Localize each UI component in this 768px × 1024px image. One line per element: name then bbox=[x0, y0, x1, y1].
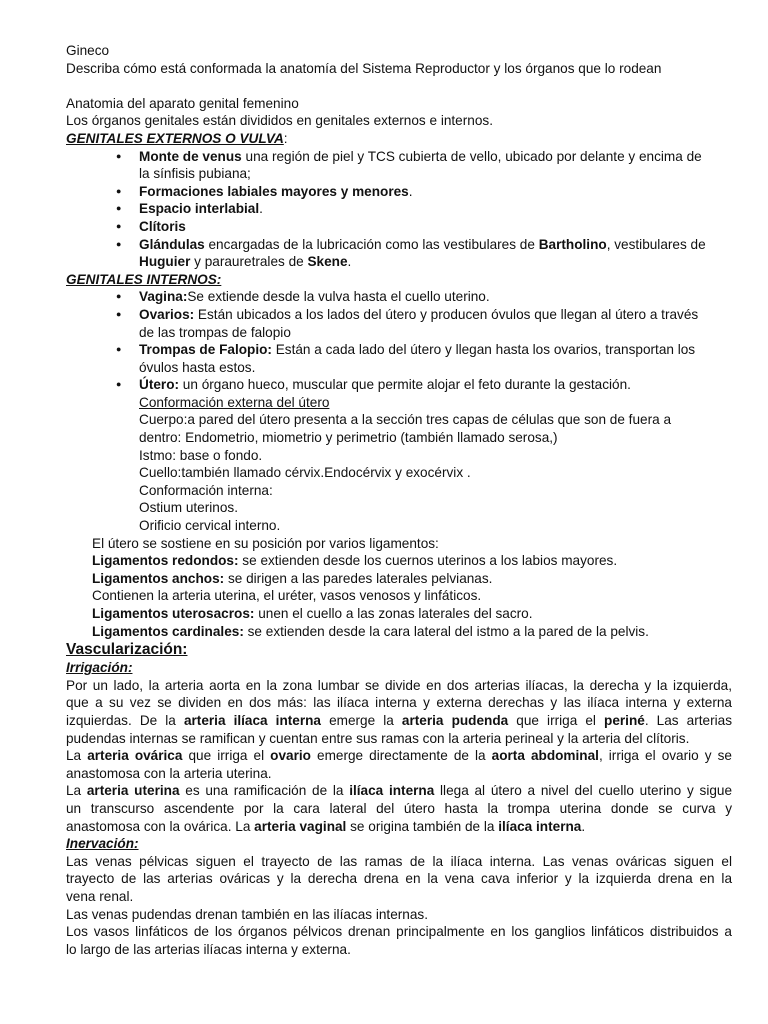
irrigacion-paragraph: La arteria ovárica que irriga el ovario emerge directamente de la aorta abdominal, irriga el ovario y se anastomosa con la arteria uterina. bbox=[66, 748, 732, 781]
irrigacion-paragraph: La arteria uterina es una ramificación de la ilíaca interna llega al útero a nivel del cuello uterino y sigue un transcurso ascendente por la cara lateral del útero hasta la trompa uterina donde se curva y anastomosa con la ovárica. La arteria vaginal se origina también de la ilíaca interna. bbox=[66, 783, 733, 834]
internos-heading: GENITALES INTERNOS: bbox=[66, 271, 222, 287]
vascularizacion-heading: Vascularización: bbox=[66, 641, 188, 659]
blank-line bbox=[66, 77, 732, 95]
ligamento-item: Ligamentos redondos: se extienden desde los cuernos uterinos a los labios mayores. bbox=[92, 553, 618, 569]
list-item: ● Espacio interlabial. bbox=[66, 200, 732, 218]
section-title: Anatomia del aparato genital femenino bbox=[66, 95, 299, 111]
ligamentos-intro: El útero se sostiene en su posición por varios ligamentos: bbox=[92, 535, 439, 551]
list-item: ● Clítoris bbox=[66, 218, 732, 236]
utero-line: Istmo: base o fondo. bbox=[139, 447, 263, 463]
list-item: ● Formaciones labiales mayores y menores. bbox=[66, 183, 732, 201]
list-item: ● Monte de venus una región de piel y TCS cubierta de vello, ubicado por delante y encima de la sínfisis pubiana; bbox=[66, 148, 732, 183]
utero-line: Orificio cervical interno. bbox=[139, 518, 281, 534]
irrigacion-paragraph: Por un lado, la arteria aorta en la zona lumbar se divide en dos arterias ilíacas, la derecha y la izquierda, que a su vez se dividen en dos más: las ilíaca interna y externa derechas y las ilíaca interna y externa izquierdas. De la arteria ilíaca interna emerge la arteria pudenda que irriga el periné. Las arterias pudendas internas se ramifican y cuentan entre sus ramas con la arteria perineal y la arteria del clítoris. bbox=[66, 677, 732, 746]
irrigacion-heading: Irrigación: bbox=[66, 660, 133, 676]
inervacion-paragraph: Los vasos linfáticos de los órganos pélvicos drenan principalmente en los ganglios linfáticos distribuidos a lo largo de las arterias ilíacas interna y externa. bbox=[66, 924, 732, 957]
internos-heading-line bbox=[66, 271, 732, 289]
ligamento-item: Ligamentos cardinales: se extienden desde la cara lateral del istmo a la pared de la pelvis. bbox=[92, 623, 649, 639]
intro-text: Los órganos genitales están divididos en genitales externos e internos. bbox=[66, 113, 493, 129]
utero-line: Cuerpo:a pared del útero presenta a la sección tres capas de células que son de fuera a bbox=[139, 412, 672, 428]
utero-line: Cuello:también llamado cérvix.Endocérvix y exocérvix . bbox=[139, 465, 471, 481]
utero-line: Ostium uterinos. bbox=[139, 500, 238, 516]
externos-heading: GENITALES EXTERNOS O VULVA bbox=[66, 130, 284, 146]
ligamento-item: Contienen la arteria uterina, el uréter, vasos venosos y linfáticos. bbox=[92, 588, 482, 604]
externos-heading-line: GENITALES EXTERNOS O VULVA: bbox=[66, 130, 288, 146]
list-item: ● Útero: un órgano hueco, muscular que permite alojar el feto durante la gestación. bbox=[66, 376, 732, 394]
doc-question: Describa cómo está conformada la anatomía del Sistema Reproductor y los órganos que lo rodean bbox=[66, 60, 662, 76]
list-item: ● Glándulas encargadas de la lubricación como las vestibulares de Bartholino, vestibulares de Huguier y parauretrales de Skene. bbox=[66, 236, 732, 271]
ligamento-item: Ligamentos anchos: se dirigen a las paredes laterales pelvianas. bbox=[92, 570, 493, 586]
inervacion-heading: Inervación: bbox=[66, 836, 139, 852]
doc-title: Gineco bbox=[66, 43, 110, 58]
utero-line: Conformación interna: bbox=[139, 482, 273, 498]
ligamento-item: Ligamentos uterosacros: unen el cuello a las zonas laterales del sacro. bbox=[92, 606, 533, 621]
inervacion-paragraph: Las venas pudendas drenan también en las ilíacas internas. bbox=[66, 906, 428, 922]
utero-subtitle: Conformación externa del útero bbox=[139, 394, 330, 410]
list-item: ● Trompas de Falopio: Están a cada lado del útero y llegan hasta los ovarios, transportan los óvulos hasta estos. bbox=[66, 341, 732, 376]
list-item: ● Ovarios: Están ubicados a los lados del útero y producen óvulos que llegan al útero a través de las trompas de falopio bbox=[66, 306, 732, 341]
inervacion-paragraph: Las venas pélvicas siguen el trayecto de las ramas de la ilíaca interna. Las venas ováricas siguen el trayecto de las arterias ováricas y la derecha drena en la vena cava inferior y la izquierda drena en la vena renal. bbox=[66, 853, 732, 904]
utero-line: dentro: Endometrio, miometrio y perimetrio (también llamado serosa,) bbox=[139, 430, 558, 446]
document-page bbox=[66, 42, 732, 958]
list-item: ● Vagina:Se extiende desde la vulva hasta el cuello uterino. bbox=[66, 288, 732, 306]
